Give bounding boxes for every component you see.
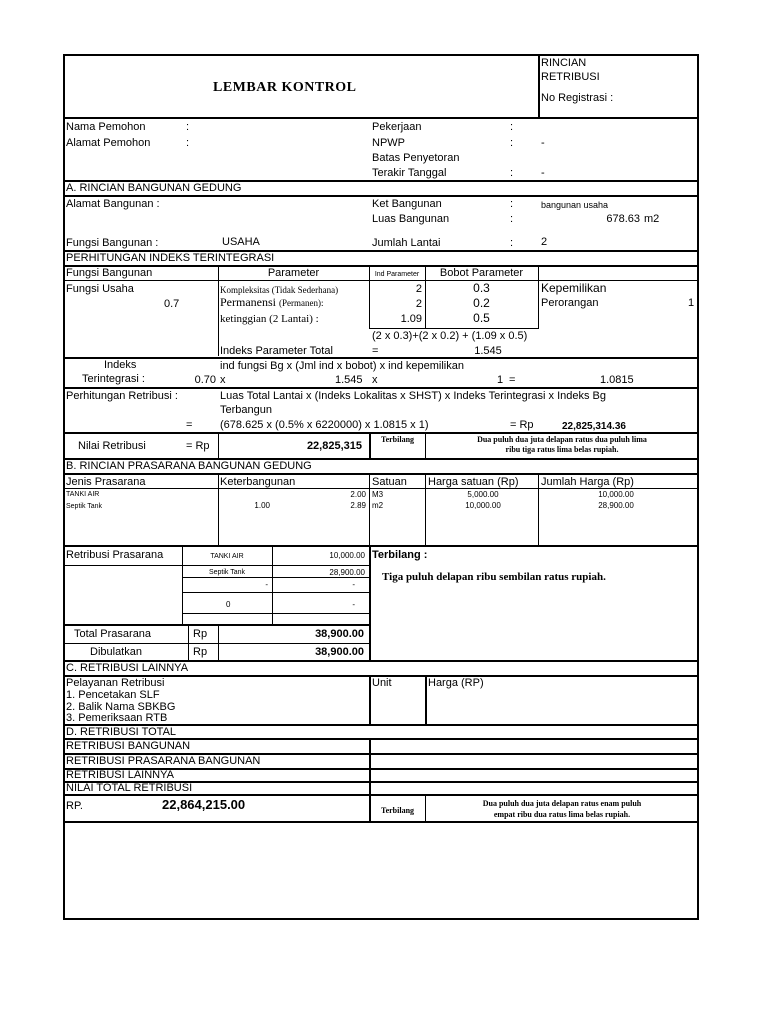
- prasarana-row-harga: 5,000.00: [467, 490, 499, 499]
- terintegrasi-formula: ind fungsi Bg x (Jml ind x bobot) x ind kepemilikan: [220, 360, 464, 372]
- colon: :: [186, 137, 190, 149]
- fungsi-usaha-value: 0.7: [164, 298, 180, 310]
- nilai-terbilang-line2: ribu tiga ratus lima belas rupiah.: [505, 445, 619, 454]
- retribusi-prasarana-bangunan-label: RETRIBUSI PRASARANA BANGUNAN: [66, 755, 261, 767]
- fungsi-bangunan-label: Fungsi Bangunan :: [66, 237, 159, 249]
- alamat-pemohon-label: Alamat Pemohon: [66, 137, 151, 149]
- prasarana-terbilang-text: Tiga puluh delapan ribu sembilan ratus rupiah.: [382, 571, 606, 583]
- total-terbilang-line2: empat ribu dua ratus lima belas rupiah.: [493, 810, 631, 819]
- divider: [369, 328, 539, 329]
- terintegrasi-x2: x: [372, 374, 378, 386]
- dibulatkan-label: Dibulatkan: [90, 646, 142, 658]
- divider: [63, 821, 699, 823]
- total-prasarana-label: Total Prasarana: [74, 628, 152, 640]
- indeks-total-value: 1.545: [474, 345, 502, 357]
- nilai-total-retribusi-label: NILAI TOTAL RETRIBUSI: [66, 782, 193, 794]
- section-b-title: B. RINCIAN PRASARANA BANGUNAN GEDUNG: [66, 460, 312, 472]
- prasarana-terbilang-label: Terbilang :: [372, 549, 428, 561]
- jumlah-lantai-value: 2: [541, 236, 548, 248]
- batas-penyetoran-label: Batas Penyetoran: [372, 152, 460, 164]
- perhitungan-rp: = Rp: [510, 419, 534, 431]
- dibulatkan-value: 38,900.00: [315, 646, 364, 658]
- total-terbilang-line1: Dua puluh dua juta delapan ratus enam puluh: [482, 799, 642, 808]
- harga-header: Harga (RP): [428, 677, 484, 689]
- nilai-retribusi-rp: = Rp: [186, 440, 210, 452]
- harga-satuan-header: Harga satuan (Rp): [428, 476, 519, 488]
- prasarana-row-jumlah: 10,000.00: [598, 490, 634, 499]
- luas-bangunan-value: 678.63: [606, 213, 640, 225]
- prasarana-row-k2: 2.00: [350, 490, 366, 499]
- kepemilikan-number: 1: [688, 297, 695, 309]
- prasarana-row-satuan: M3: [372, 490, 384, 499]
- terakhir-tanggal-value: -: [541, 167, 545, 179]
- divider: [63, 387, 699, 389]
- divider: [218, 473, 219, 545]
- perhitungan-result: 22,825,314.36: [562, 421, 626, 432]
- divider: [63, 117, 699, 119]
- terintegrasi-v2: 1.545: [335, 374, 363, 386]
- retribusi-item-name: -: [265, 580, 268, 589]
- satuan-header: Satuan: [372, 476, 407, 488]
- kepemilikan-label: Kepemilikan: [541, 281, 607, 295]
- colon: :: [510, 213, 514, 225]
- jumlah-lantai-label: Jumlah Lantai: [372, 237, 441, 249]
- divider: [218, 624, 219, 660]
- terbilang-label: Terbilang: [380, 435, 415, 444]
- perhitungan-eq: =: [186, 419, 193, 431]
- retribusi-item-name: 0: [226, 600, 231, 609]
- terintegrasi-v1: 0.70: [194, 374, 216, 386]
- indeks-title: PERHITUNGAN INDEKS TERINTEGRASI: [66, 252, 275, 264]
- retribusi-item-name: Septik Tank: [208, 569, 246, 576]
- total-prasarana-rp: Rp: [193, 628, 208, 640]
- indeks-terintegrasi-label2: Terintegrasi :: [82, 373, 145, 385]
- divider: [63, 488, 699, 489]
- divider: [369, 473, 370, 545]
- divider: [538, 265, 539, 328]
- nilai-retribusi-value: 22,825,315: [306, 440, 362, 452]
- npwp-label: NPWP: [372, 137, 405, 149]
- npwp-value: -: [541, 137, 545, 149]
- indeks-total-label: Indeks Parameter Total: [220, 345, 333, 357]
- divider: [63, 265, 699, 267]
- section-a-title: A. RINCIAN BANGUNAN GEDUNG: [66, 182, 242, 194]
- divider: [218, 432, 219, 458]
- retribusi-label: RETRIBUSI: [541, 71, 600, 83]
- nama-pemohon-label: Nama Pemohon: [66, 121, 146, 133]
- divider: [63, 565, 183, 566]
- perhitungan-formula-values: (678.625 x (0.5% x 6220000) x 1.0815 x 1): [220, 419, 429, 431]
- indeks-formula: (2 x 0.3)+(2 x 0.2) + (1.09 x 0.5): [372, 330, 528, 342]
- divider: [182, 565, 370, 566]
- fungsi-bangunan-value: USAHA: [222, 236, 260, 248]
- retribusi-item-value: 10,000.00: [329, 551, 365, 560]
- ketinggian-ind: 1.09: [400, 313, 422, 325]
- total-rp-label: RP.: [66, 800, 83, 812]
- colon: :: [510, 237, 514, 249]
- page-title: LEMBAR KONTROL: [213, 80, 357, 95]
- rincian-label: RINCIAN: [541, 57, 587, 69]
- permanensi-label: Permanensi (Permanen):: [220, 295, 324, 309]
- retribusi-item: 3. Pemeriksaan RTB: [66, 712, 168, 722]
- retribusi-item-value: -: [352, 580, 355, 589]
- ind-parameter-header: Ind Parameter: [374, 271, 420, 278]
- kompleksitas-label: Kompleksitas (Tidak Sederhana): [220, 285, 339, 295]
- retribusi-item: 2. Balik Nama SBKBG: [66, 701, 176, 713]
- terintegrasi-x1: x: [220, 374, 226, 386]
- pelayanan-retribusi-label: Pelayanan Retribusi: [66, 677, 165, 689]
- terintegrasi-result: 1.0815: [600, 374, 634, 386]
- divider: [63, 624, 371, 626]
- prasarana-row-jumlah: 28,900.00: [598, 501, 634, 510]
- permanensi-ind: 2: [415, 298, 422, 310]
- ket-bangunan-value: bangunan usaha: [541, 200, 609, 210]
- prasarana-row-k2: 2.89: [350, 501, 366, 510]
- prasarana-row-jenis: TANKI AIR: [66, 491, 100, 498]
- divider: [182, 613, 370, 614]
- permanensi-bobot: 0.2: [473, 296, 490, 310]
- colon: :: [510, 167, 514, 179]
- kepemilikan-value: Perorangan: [541, 297, 599, 309]
- prasarana-row-jenis: Septik Tank: [66, 503, 103, 510]
- prasarana-row-harga: 10,000.00: [465, 501, 501, 510]
- perhitungan-formula-cont: Terbangun: [220, 404, 272, 416]
- indeks-terintegrasi-label: Indeks: [104, 359, 137, 371]
- terintegrasi-eq: =: [509, 374, 516, 386]
- divider: [425, 794, 426, 822]
- total-prasarana-value: 38,900.00: [315, 628, 364, 640]
- perhitungan-formula: Luas Total Lantai x (Indeks Lokalitas x SHST) x Indeks Terintegrasi x Indeks Bg: [220, 390, 607, 402]
- alamat-bangunan-label: Alamat Bangunan :: [66, 198, 160, 210]
- dibulatkan-rp: Rp: [193, 646, 208, 658]
- perhitungan-retribusi-label: Perhitungan Retribusi :: [66, 390, 178, 402]
- divider: [63, 545, 699, 547]
- terbilang-label: Terbilang: [380, 806, 415, 815]
- jenis-prasarana-header: Jenis Prasarana: [66, 476, 146, 488]
- colon: :: [510, 121, 514, 133]
- fungsi-usaha-label: Fungsi Usaha: [66, 283, 134, 295]
- retribusi-prasarana-label: Retribusi Prasarana: [66, 549, 164, 561]
- kompleksitas-bobot: 0.3: [473, 281, 490, 295]
- prasarana-row-k1: 1.00: [254, 501, 270, 510]
- retribusi-item: 1. Pencetakan SLF: [66, 689, 160, 701]
- luas-bangunan-label: Luas Bangunan: [372, 213, 450, 225]
- unit-header: Unit: [372, 677, 392, 689]
- retribusi-item-value: 28,900.00: [329, 568, 365, 577]
- divider: [63, 473, 699, 475]
- divider: [425, 432, 426, 458]
- indeks-total-eq: =: [372, 345, 379, 357]
- colon: :: [186, 121, 190, 133]
- divider: [63, 643, 371, 644]
- section-d-title: D. RETRIBUSI TOTAL: [66, 726, 177, 738]
- keterbangunan-header: Keterbangunan: [220, 476, 296, 488]
- divider: [63, 195, 699, 197]
- ketinggian-label: ketinggian (2 Lantai) :: [220, 313, 319, 325]
- colon: :: [510, 137, 514, 149]
- divider: [369, 675, 371, 725]
- parameter-header: Parameter: [267, 267, 320, 279]
- ket-bangunan-label: Ket Bangunan: [372, 198, 442, 210]
- ketinggian-bobot: 0.5: [473, 311, 490, 325]
- divider: [538, 473, 539, 545]
- retribusi-item-value: -: [352, 600, 355, 609]
- jumlah-harga-header: Jumlah Harga (Rp): [541, 476, 634, 488]
- section-c-title: C. RETRIBUSI LAINNYA: [66, 662, 189, 674]
- retribusi-item-name: TANKI AIR: [210, 553, 244, 560]
- grand-total-value: 22,864,215.00: [162, 797, 246, 812]
- bobot-parameter-header: Bobot Parameter: [439, 267, 524, 279]
- divider: [425, 473, 426, 545]
- pekerjaan-label: Pekerjaan: [372, 121, 422, 133]
- terintegrasi-v3: 1: [497, 374, 504, 386]
- retribusi-lainnya-label: RETRIBUSI LAINNYA: [66, 769, 174, 781]
- nilai-terbilang-line1: Dua puluh dua juta delapan ratus dua puluh lima: [477, 435, 647, 444]
- terakhir-tanggal-label: Terakir Tanggal: [372, 167, 447, 179]
- colon: :: [510, 198, 514, 210]
- divider: [63, 794, 699, 796]
- no-registrasi-label: No Registrasi :: [541, 92, 614, 104]
- kompleksitas-ind: 2: [415, 283, 422, 295]
- prasarana-row-satuan: m2: [372, 501, 384, 510]
- retribusi-bangunan-label: RETRIBUSI BANGUNAN: [66, 740, 191, 752]
- fungsi-bangunan-header: Fungsi Bangunan: [66, 267, 153, 279]
- divider: [425, 675, 427, 725]
- divider: [182, 592, 370, 593]
- nilai-retribusi-label: Nilai Retribusi: [78, 440, 146, 452]
- divider: [63, 357, 699, 359]
- divider: [538, 54, 540, 118]
- divider: [188, 624, 189, 660]
- luas-bangunan-unit: m2: [644, 213, 660, 225]
